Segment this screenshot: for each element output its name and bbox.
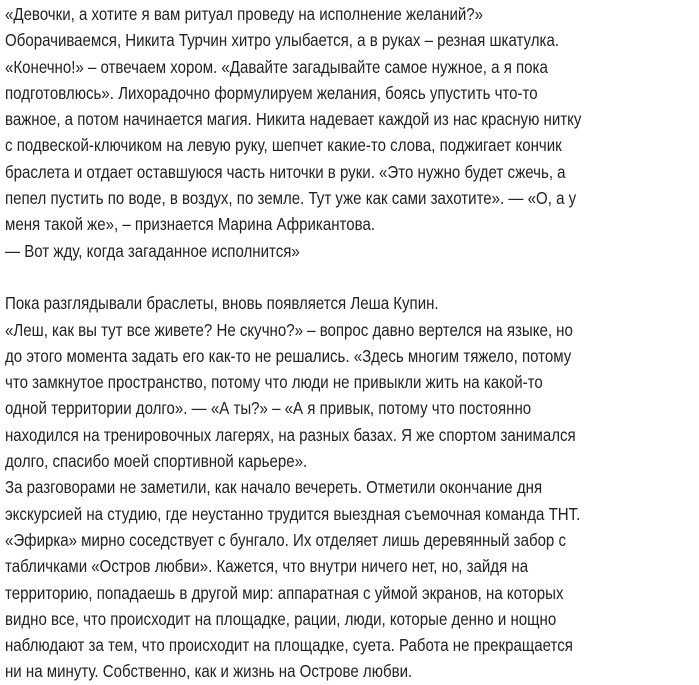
text-line: территорию, попадаешь в другой мир: аппаратная с уймой экранов, на которых xyxy=(5,582,564,603)
text-line: «Леш, как вы тут все живете? Не скучно?» – вопрос давно вертелся на языке, но xyxy=(5,319,573,340)
text-line: подготовлюсь». Лихорадочно формулируем желания, боясь упустить что-то xyxy=(5,82,538,103)
text-line: видно все, что происходит на площадке, рации, люди, которые денно и нощно xyxy=(5,608,557,629)
text-line: пепел пустить по воде, в воздух, по земле. Тут уже как сами захотите». — «О, а у xyxy=(5,188,577,209)
paragraph-studio xyxy=(5,290,695,684)
text-line: — Вот жду, когда загаданное исполнится» xyxy=(5,240,300,261)
article-body xyxy=(5,1,695,685)
text-line: наблюдают за тем, что происходит на площадке, суета. Работа не прекращается xyxy=(5,635,573,656)
text-line: «Эфирка» мирно соседствует с бунгало. Их отделяет лишь деревянный забор с xyxy=(5,529,567,550)
text-line: экскурсией на студию, где неустанно трудится выездная съемочная команда ТНТ. xyxy=(5,503,581,524)
text-line: до этого момента задать его как-то не решались. «Здесь многим тяжело, потому xyxy=(5,345,572,366)
text-line: с подвеской-ключиком на левую руку, шепчет какие-то слова, поджигает кончик xyxy=(5,135,562,156)
paragraph-spacer xyxy=(5,264,695,290)
text-line: долго, спасибо моей спортивной карьере». xyxy=(5,451,308,472)
text-line: меня такой же», – признается Марина Африкантова. xyxy=(5,214,376,235)
text-line: За разговорами не заметили, как начало вечереть. Отметили окончание дня xyxy=(5,477,543,498)
text-line: ни на минуту. Собственно, как и жизнь на Острове любви. xyxy=(5,661,413,682)
text-line: Оборачиваемся, Никита Турчин хитро улыбается, а в руках – резная шкатулка. xyxy=(5,30,560,51)
text-line: «Конечно!» – отвечаем хором. «Давайте загадывайте самое нужное, а я пока xyxy=(5,56,548,77)
text-line: находился на тренировочных лагерях, на разных базах. Я же спортом занимался xyxy=(5,424,576,445)
text-line: Пока разглядывали браслеты, вновь появляется Леша Купин. xyxy=(5,293,439,314)
text-line: важное, а потом начинается магия. Никита надевает каждой из нас красную нитку xyxy=(5,109,582,130)
text-line: «Девочки, а хотите я вам ритуал проведу на исполнение желаний?» xyxy=(5,4,484,24)
text-line: что замкнутое пространство, потому что люди не привыкли жить на какой-то xyxy=(5,372,543,393)
text-line: браслета и отдает оставшуюся часть ниточки в руки. «Это нужно будет сжечь, а xyxy=(5,161,566,182)
text-line: табличками «Остров любви». Кажется, что внутри ничего нет, но, зайдя на xyxy=(5,556,529,577)
paragraph-ritual xyxy=(5,1,695,264)
text-line: одной территории долго». — «А ты?» – «А я привык, потому что постоянно xyxy=(5,398,532,419)
